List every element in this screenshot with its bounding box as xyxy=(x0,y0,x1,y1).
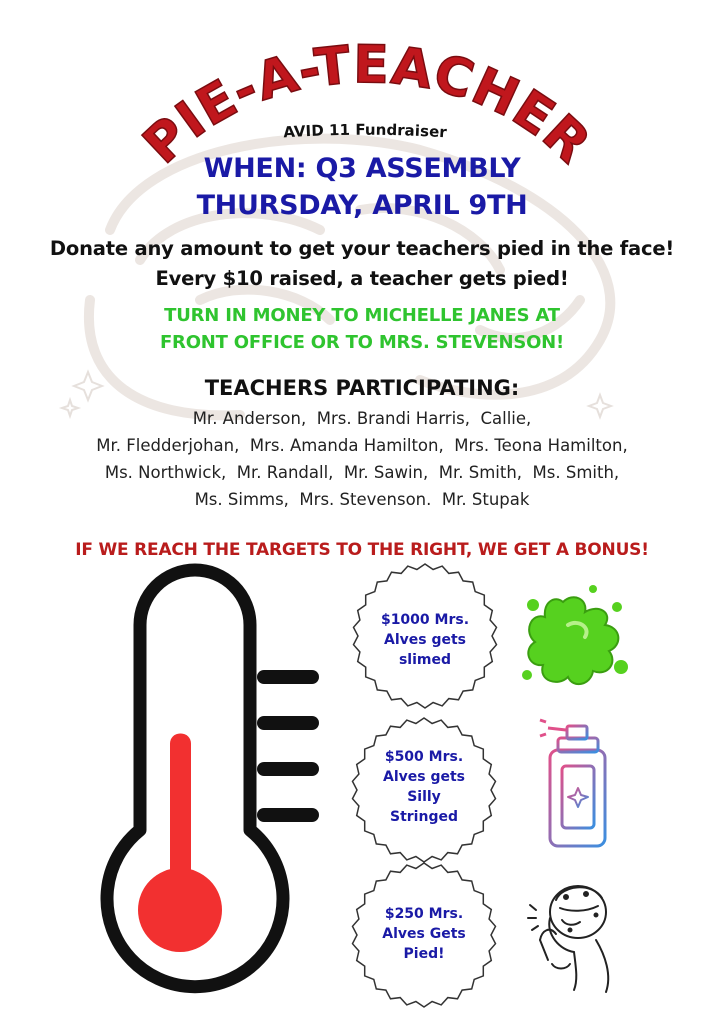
target-line: Pied! xyxy=(403,946,445,962)
when-line: WHEN: Q3 ASSEMBLY xyxy=(203,153,521,184)
target-line: $500 Mrs. xyxy=(384,749,464,765)
subtitle-text: AVID 11 Fundraiser xyxy=(282,120,448,142)
target-1000-text xyxy=(370,610,480,670)
participants-heading: TEACHERS PARTICIPATING: xyxy=(204,376,520,400)
turn-in-line-2: FRONT OFFICE OR TO MRS. STEVENSON! xyxy=(159,332,565,353)
target-line: Silly xyxy=(407,789,441,805)
bonus-banner: IF WE REACH THE TARGETS TO THE RIGHT, WE GET A BONUS! xyxy=(75,540,649,560)
turn-in-line-1: TURN IN MONEY TO MICHELLE JANES AT xyxy=(164,305,560,326)
thermometer-bulb xyxy=(138,868,222,952)
target-line: slimed xyxy=(398,652,452,668)
participants-line: Mr. Fledderjohan, Mrs. Amanda Hamilton, Mrs. Teona Hamilton, xyxy=(96,436,628,455)
donate-line: Donate any amount to get your teachers pied in the face! xyxy=(49,237,675,260)
participants-line: Ms. Simms, Mrs. Stevenson. Mr. Stupak xyxy=(194,490,530,509)
participants-line: Mr. Anderson, Mrs. Brandi Harris, Callie, xyxy=(192,409,532,428)
target-line: $1000 Mrs. xyxy=(380,612,470,628)
slime-splat-icon xyxy=(522,585,628,684)
rate-line: Every $10 raised, a teacher gets pied! xyxy=(155,267,569,290)
target-line: Stringed xyxy=(390,809,458,825)
thermometer-ticks xyxy=(264,677,312,815)
thermometer xyxy=(107,570,283,987)
target-line: Alves Gets xyxy=(382,926,466,942)
spray-can-icon xyxy=(540,720,605,846)
thermometer-fill xyxy=(170,734,191,883)
target-line: $250 Mrs. xyxy=(384,906,464,922)
date-line: THURSDAY, APRIL 9TH xyxy=(196,190,528,221)
target-line: Alves gets xyxy=(382,769,465,785)
pie-in-face-icon xyxy=(528,886,608,992)
participants-line: Ms. Northwick, Mr. Randall, Mr. Sawin, Mr. Smith, Ms. Smith, xyxy=(104,463,620,482)
title-text: PIE-A-TEACHER xyxy=(132,35,602,176)
target-line: Alves gets xyxy=(383,632,466,648)
target-250-text xyxy=(369,904,479,964)
target-500-text xyxy=(369,747,479,827)
